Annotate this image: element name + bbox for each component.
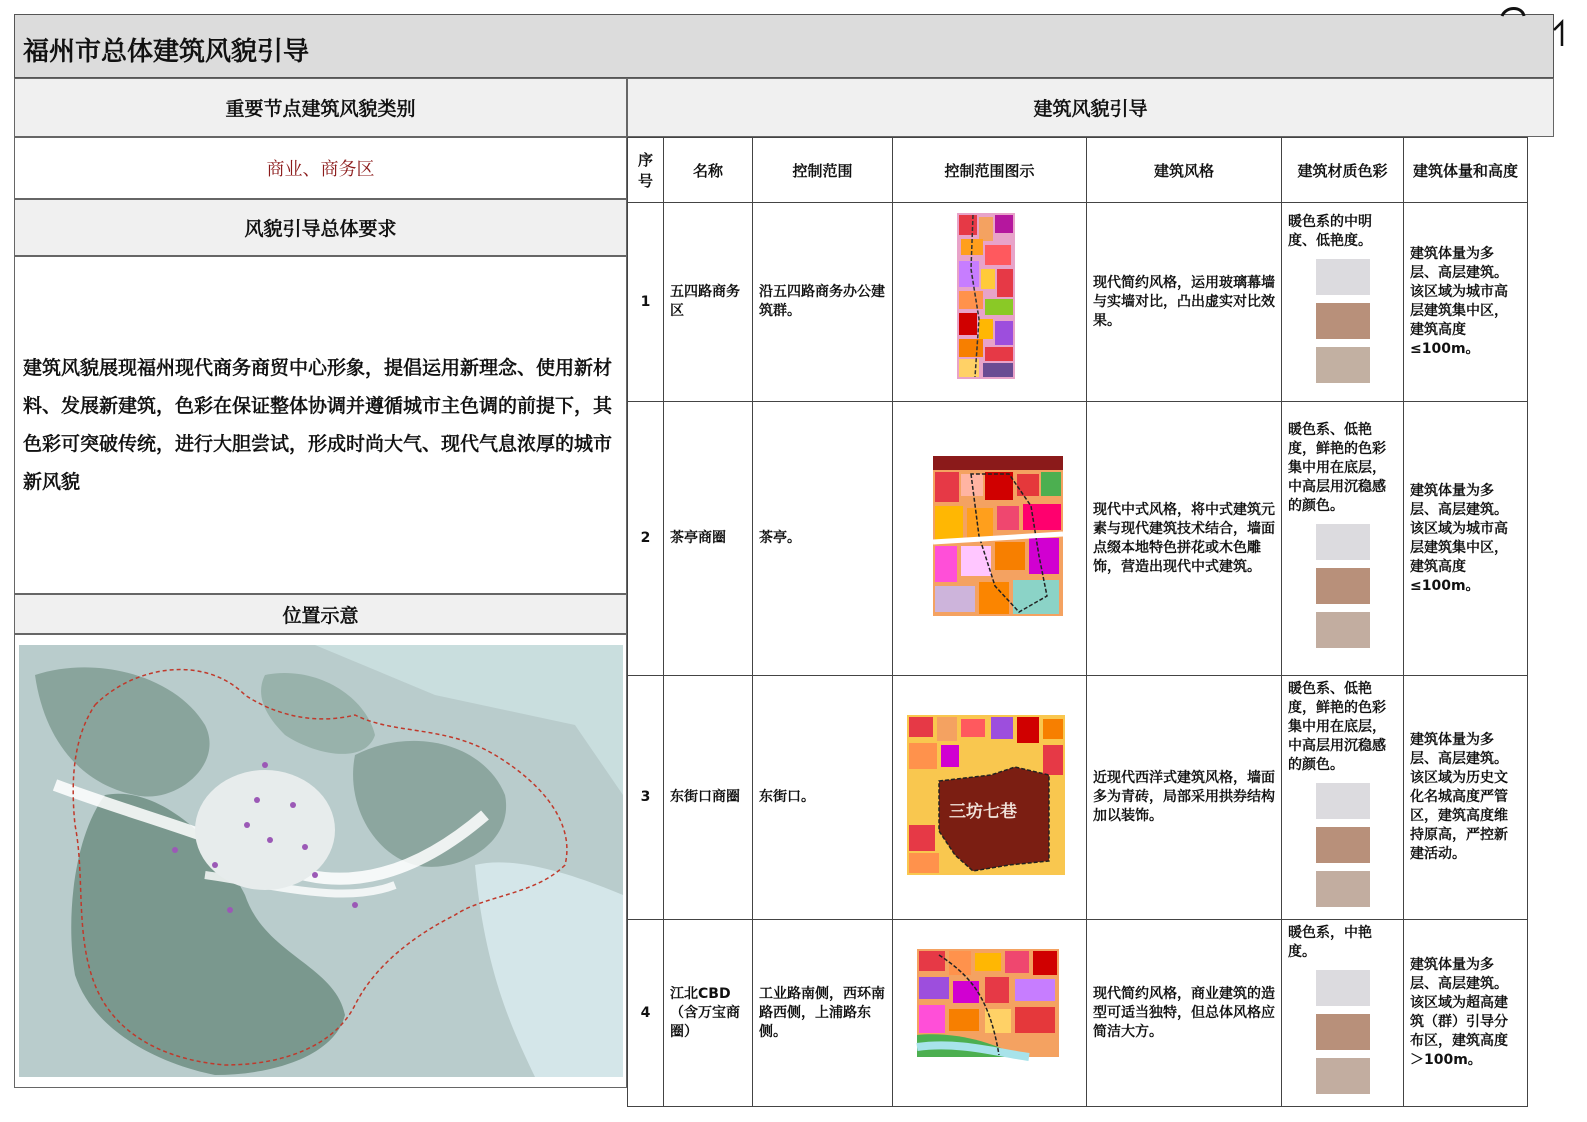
color-swatch	[1316, 568, 1370, 604]
colors-text: 暖色系的中明度、低艳度。	[1288, 214, 1372, 249]
row-colors	[1282, 920, 1404, 1107]
column-header: 控制范围	[753, 138, 893, 203]
range-map-image	[899, 705, 1079, 885]
range-map-image	[899, 446, 1079, 626]
requirements-text-box	[14, 256, 627, 594]
row-volume: 建筑体量为多层、高层建筑。该区域为城市高层建筑集中区，建筑高度≤100m。	[1404, 402, 1528, 676]
row-style: 近现代西洋式建筑风格，墙面多为青砖，局部采用拱券结构加以装饰。	[1087, 676, 1282, 920]
color-swatch	[1316, 827, 1370, 863]
row-number: 3	[628, 676, 664, 920]
requirements-header: 风貌引导总体要求	[14, 199, 627, 256]
column-header: 控制范围图示	[893, 138, 1087, 203]
column-header: 序号	[628, 138, 664, 203]
colors-text: 暖色系、低艳度，鲜艳的色彩集中用在底层，中高层用沉稳感的颜色。	[1288, 422, 1386, 514]
row-style: 现代简约风格，商业建筑的造型可适当独特，但总体风格应简洁大方。	[1087, 920, 1282, 1107]
color-swatch	[1316, 347, 1370, 383]
row-style: 现代中式风格，将中式建筑元素与现代建筑技术结合，墙面点缀本地特色拼花或木色雕饰，营造出现代中式建筑。	[1087, 402, 1282, 676]
color-swatch	[1316, 1058, 1370, 1094]
row-colors	[1282, 203, 1404, 402]
category-header: 重要节点建筑风貌类别	[14, 78, 627, 137]
title-bar	[14, 14, 1554, 78]
color-swatch	[1316, 303, 1370, 339]
row-colors	[1282, 676, 1404, 920]
row-colors	[1282, 402, 1404, 676]
row-name: 江北CBD（含万宝商圈）	[664, 920, 753, 1107]
column-header: 名称	[664, 138, 753, 203]
page-title: 福州市总体建筑风貌引导	[23, 37, 310, 67]
range-map-cell	[893, 676, 1087, 920]
range-map-cell	[893, 920, 1087, 1107]
table-row	[628, 402, 1528, 676]
row-range: 东街口。	[753, 676, 893, 920]
table-row	[628, 203, 1528, 402]
table-header-row	[628, 138, 1528, 203]
colors-text: 暖色系、低艳度，鲜艳的色彩集中用在底层，中高层用沉稳感的颜色。	[1288, 681, 1386, 773]
colors-text: 暖色系，中艳度。	[1288, 925, 1372, 960]
category-value: 商业、商务区	[14, 137, 627, 199]
range-map-cell	[893, 402, 1087, 676]
color-swatch	[1316, 970, 1370, 1006]
column-header: 建筑风格	[1087, 138, 1282, 203]
guide-header: 建筑风貌引导	[627, 78, 1554, 137]
location-map	[15, 635, 626, 1087]
map-area-label: 三坊七巷	[949, 801, 1017, 822]
color-swatch	[1316, 871, 1370, 907]
requirements-text: 建筑风貌展现福州现代商务商贸中心形象，提倡运用新理念、使用新材料、发展新建筑，色彩在保证整体协调并遵循城市主色调的前提下，其色彩可突破传统，进行大胆尝试，形成时尚大气、现代气息浓厚的城市新风貌	[23, 357, 613, 493]
row-name: 东街口商圈	[664, 676, 753, 920]
row-number: 2	[628, 402, 664, 676]
color-swatch	[1316, 259, 1370, 295]
color-swatch	[1316, 612, 1370, 648]
table-row	[628, 920, 1528, 1107]
row-volume: 建筑体量为多层、高层建筑。该区域为超高建筑（群）引导分布区，建筑高度＞100m。	[1404, 920, 1528, 1107]
range-map-image	[899, 209, 1079, 389]
column-header: 建筑材质色彩	[1282, 138, 1404, 203]
color-swatch	[1316, 524, 1370, 560]
row-name: 五四路商务区	[664, 203, 753, 402]
row-name: 茶亭商圈	[664, 402, 753, 676]
location-map-frame	[14, 634, 627, 1088]
range-map-cell	[893, 203, 1087, 402]
row-range: 工业路南侧，西环南路西侧，上浦路东侧。	[753, 920, 893, 1107]
row-number: 1	[628, 203, 664, 402]
table-row	[628, 676, 1528, 920]
column-header: 建筑体量和高度	[1404, 138, 1528, 203]
location-header: 位置示意	[14, 594, 627, 634]
row-volume: 建筑体量为多层、高层建筑。该区域为历史文化名城高度严管区，建筑高度维持原高，严控新建活动。	[1404, 676, 1528, 920]
row-range: 沿五四路商务办公建筑群。	[753, 203, 893, 402]
corner-decoration-icon	[1496, 2, 1566, 52]
row-volume: 建筑体量为多层、高层建筑。该区域为城市高层建筑集中区，建筑高度≤100m。	[1404, 203, 1528, 402]
guide-table	[627, 137, 1528, 1107]
range-map-image	[899, 935, 1079, 1085]
row-number: 4	[628, 920, 664, 1107]
row-range: 茶亭。	[753, 402, 893, 676]
row-style: 现代简约风格，运用玻璃幕墙与实墙对比，凸出虚实对比效果。	[1087, 203, 1282, 402]
color-swatch	[1316, 783, 1370, 819]
color-swatch	[1316, 1014, 1370, 1050]
